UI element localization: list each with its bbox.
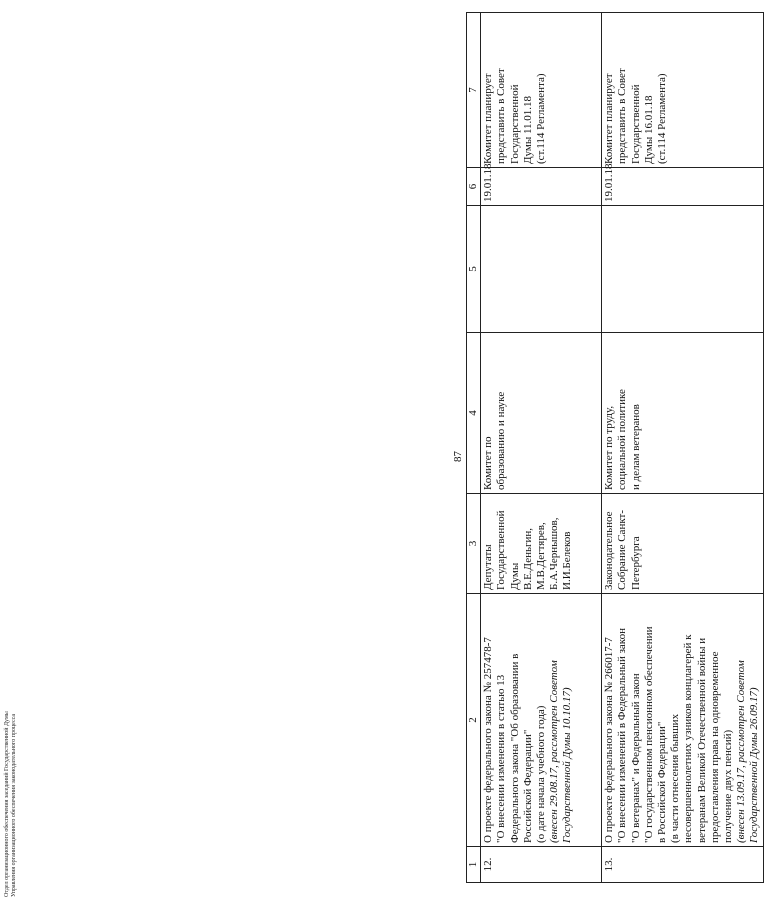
bill-title-line: предоставления права на одновременное [708,651,721,843]
plan-line: (ст.114 Регламента) [535,73,548,164]
plan-cell [481,13,602,168]
bill-title-line: "О внесении изменения в статью 13 [495,674,508,843]
bill-note-line: Государственной Думы 10.10.17) [561,687,574,843]
table-row [481,13,602,883]
initiator-line: Депутаты [482,544,495,590]
bill-title-cell [481,594,602,847]
plan-line: представить в Совет [495,68,508,164]
committee-cell [602,333,763,494]
bill-title-line: получение двух пенсий) [722,729,735,843]
plan-line: представить в Совет [616,68,629,164]
plan-line: Комитет планирует [603,73,616,164]
initiator-cell [602,494,763,594]
date-cell: 19.01.18 [481,168,602,206]
date-cell: 19.01.18 [602,168,763,206]
header-cell: 5 [467,206,481,333]
bill-note-line: (внесен 13.09.17, рассмотрен Советом [735,660,748,843]
initiator-line: Петербурга [629,536,642,590]
bill-title-line: несовершеннолетних узников концлагерей к [682,634,695,843]
initiator-line: Собрание Санкт- [616,510,629,590]
bill-title-line: "О внесении изменений в Федеральный закон [616,628,629,843]
committee-cell [481,333,602,494]
bill-title-cell [602,594,763,847]
row-number: 12. [481,847,602,883]
initiator-line: Б.А.Чернышов, [548,517,561,590]
plan-cell [602,13,763,168]
initiator-line: Государственной [495,510,508,590]
header-cell: 3 [467,494,481,594]
plan-line: Думы 11.01.18 [521,95,534,164]
header-cell: 7 [467,13,481,168]
bill-title-line: "О государственном пенсионном обеспечении [642,626,655,843]
initiator-line: М.В.Дегтярев, [535,522,548,590]
bill-title-line: О проекте федерального закона № 257478-7 [482,637,495,843]
bills-table [466,12,764,883]
committee-line: социальной политике [616,389,629,490]
bill-title-line: Российской Федерации" [521,729,534,843]
bill-title-line: "О ветеранах" и Федеральный закон [629,673,642,843]
bill-title-line: в Российской Федерации" [656,721,669,843]
bill-title-line: Федерального закона "Об образовании в [508,653,521,843]
plan-line: Комитет планирует [482,73,495,164]
committee-line: Комитет по [482,436,495,490]
initiator-line: В.Е.Деньгин, [521,527,534,590]
header-cell: 2 [467,594,481,847]
committee-line: и делам ветеранов [629,404,642,490]
page-number: 87 [452,451,464,462]
header-cell: 4 [467,333,481,494]
row-number: 13. [602,847,763,883]
initiator-line: Думы [508,562,521,590]
bill-title-line: ветеранам Великой Отечественной войны и [695,637,708,843]
plan-line: Думы 16.01.18 [642,95,655,164]
header-cell: 1 [467,847,481,883]
plan-line: Государственной [629,84,642,164]
initiator-line: Законодательное [603,511,616,590]
column-5-cell [602,206,763,333]
bill-title-line: (в части отнесения бывших [669,713,682,843]
bill-title-line: (о дате начала учебного года) [535,705,548,843]
header-cell: 6 [467,168,481,206]
bill-title-line: О проекте федерального закона № 266017-7 [603,637,616,843]
committee-line: Комитет по труду, [603,405,616,490]
bill-note-line: Государственной Думы 26.09.17) [748,687,761,843]
plan-line: Государственной [508,84,521,164]
footer-line: Отдел организационного обеспечения заседаний Государственной Думы [4,711,10,897]
bill-note-line: (внесен 29.08.17, рассмотрен Советом [548,660,561,843]
column-5-cell [481,206,602,333]
committee-line: образованию и науке [495,391,508,490]
header-row [467,13,481,883]
footer [4,711,18,897]
initiator-cell [481,494,602,594]
plan-line: (ст.114 Регламента) [656,73,669,164]
footer-line: Управления организационного обеспечения законодательного процесса [11,713,17,897]
initiator-line: И.И.Белеков [561,531,574,590]
table-row [602,13,763,883]
